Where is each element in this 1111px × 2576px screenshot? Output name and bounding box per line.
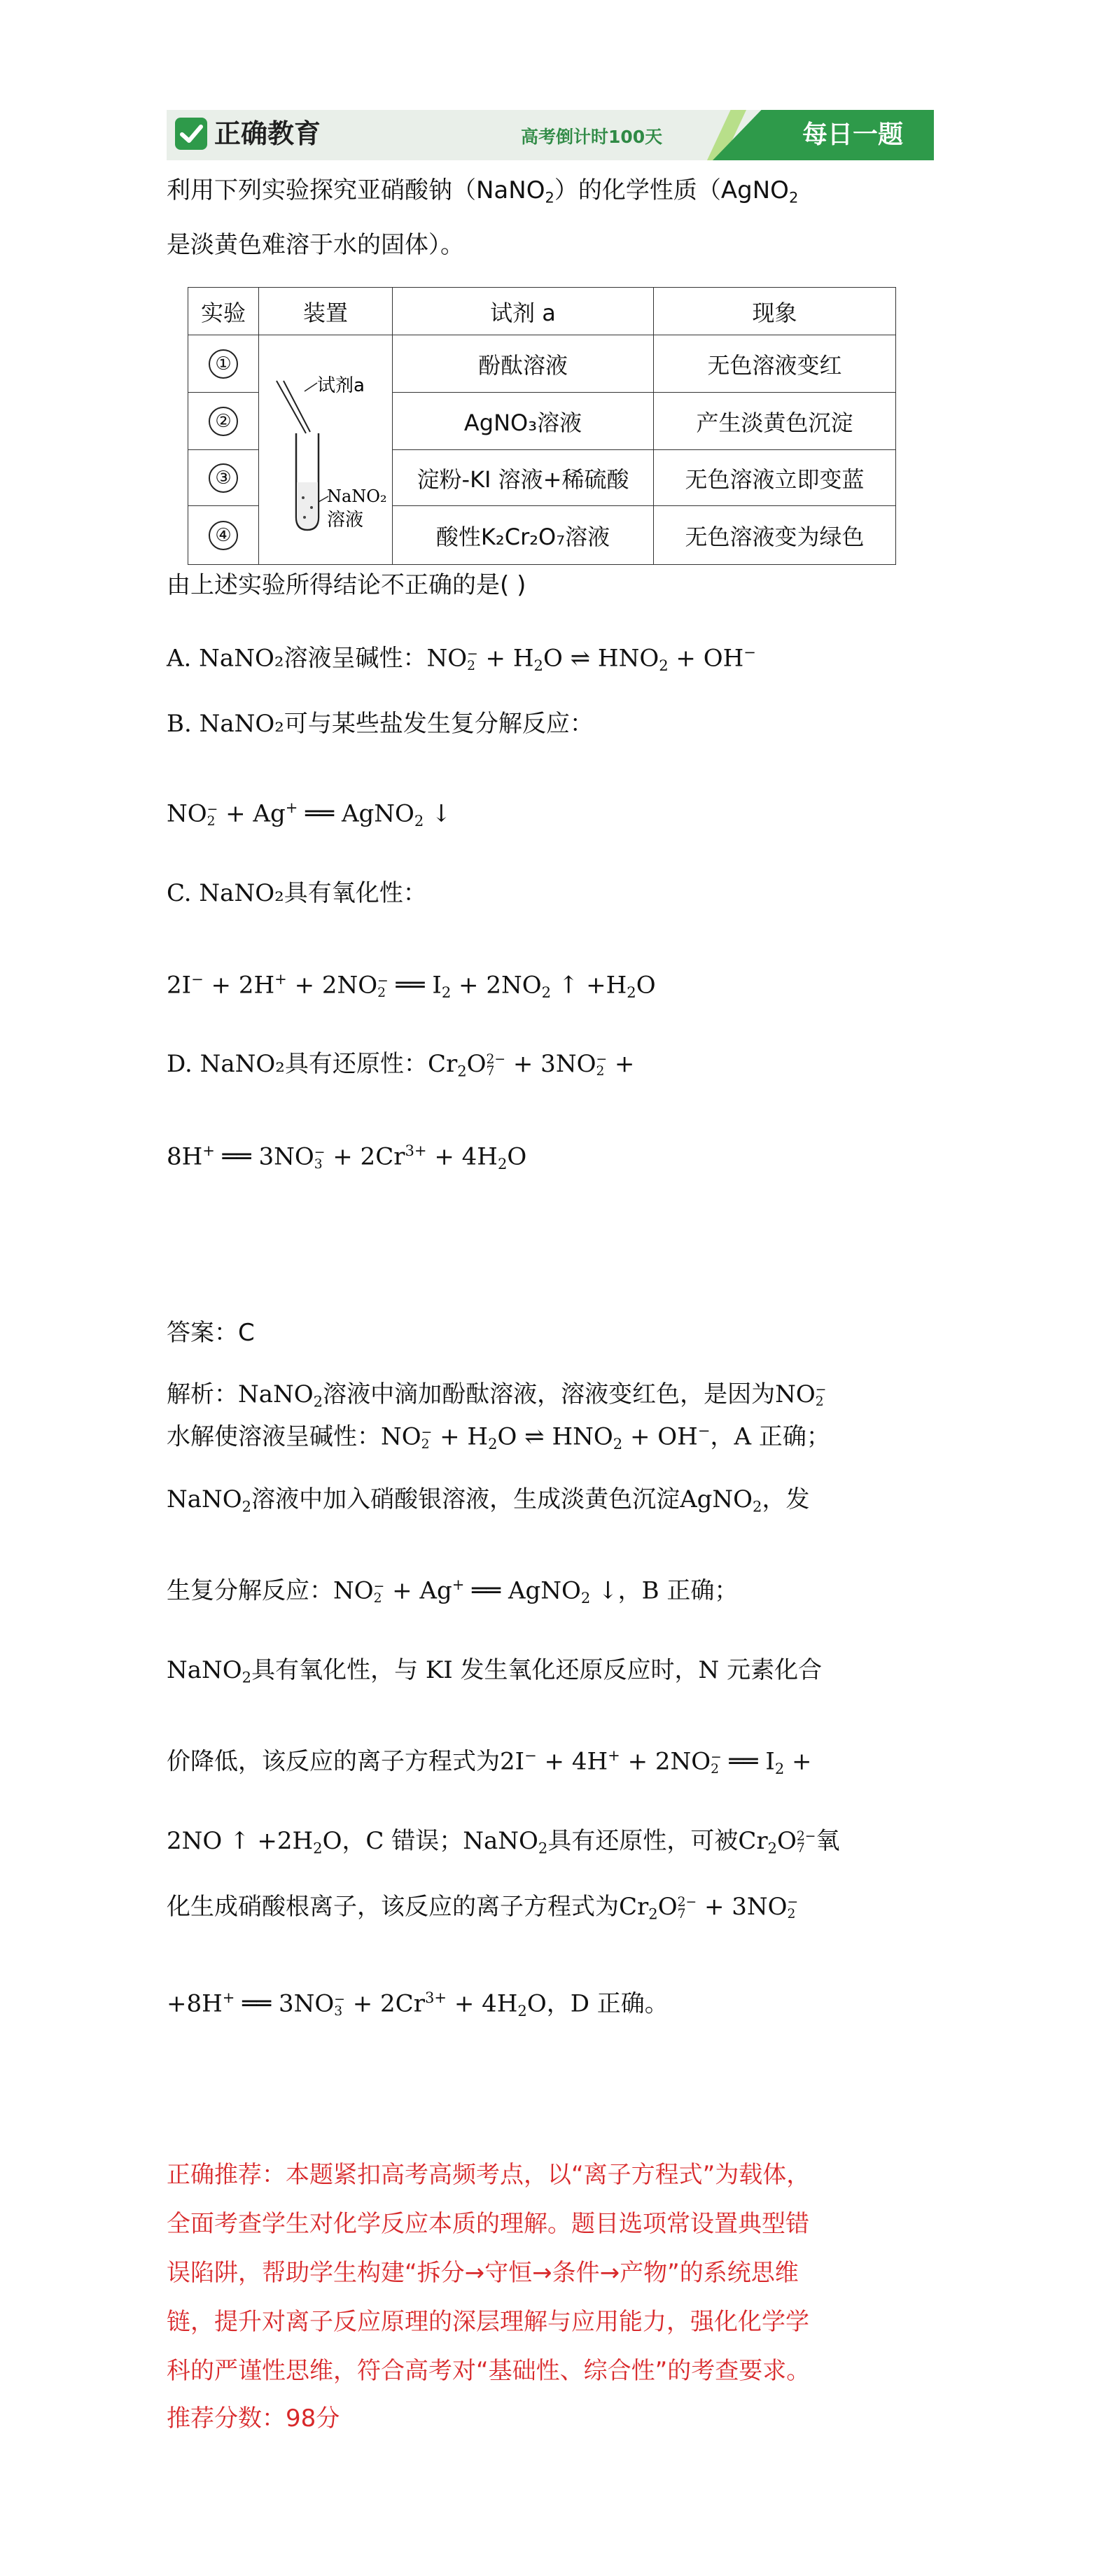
- table-header: 现象: [654, 288, 896, 335]
- recommend-line3: 误陷阱，帮助学生构建“拆分→守恒→条件→产物”的系统思维: [167, 2259, 799, 2287]
- option-a: A. NaNO₂溶液呈碱性：NO − 2 + $H_2O$ ⇌ $HNO_2 + OH^-$: [167, 643, 756, 674]
- analysis-line4: 生复分解反应：NO − 2 + Ag+ ══ AgNO$_2$ ↓，B 正确；: [167, 1576, 739, 1606]
- table-cell-reagent: 酚酞溶液: [393, 335, 654, 393]
- table-cell-num: ①: [188, 335, 259, 393]
- experiment-table: [188, 287, 896, 565]
- recommend-score: 推荐分数：98分: [167, 2404, 340, 2432]
- analysis-line2: 水解使溶液呈碱性：NO − 2 + $H_2O$ ⇌ $HNO_2 + OH^-$，A 正确；: [167, 1422, 830, 1452]
- answer-label: 答案：C: [167, 1319, 255, 1347]
- table-cell-phenomenon: 无色溶液立即变蓝: [654, 450, 896, 506]
- table-cell-reagent: 淀粉-KI 溶液+稀硫酸: [393, 450, 654, 506]
- check-logo-icon: [175, 118, 207, 150]
- table-cell-reagent: 酸性K₂Cr₂O₇溶液: [393, 506, 654, 565]
- table-cell-num: ④: [188, 506, 259, 565]
- option-d-equation: 8H+ ══ 3NO − 3 + $2Cr^{3+} + 4H_2O$: [167, 1142, 527, 1172]
- analysis-line3: NaNO$_2$溶液中加入硝酸银溶液，生成淡黄色沉淀AgNO$_2$，发: [167, 1485, 810, 1516]
- option-d: D. NaNO₂具有还原性：$Cr_2O$ 2− 7 + 3NO − 2 +: [167, 1050, 635, 1080]
- analysis-line8: 化生成硝酸根离子，该反应的离子方程式为$Cr_2O$ 2− 7 + 3NO − 2: [167, 1893, 799, 1923]
- recommend-line5: 科的严谨性思维，符合高考对“基础性、综合性”的考查要求。: [167, 2357, 811, 2385]
- table-cell-phenomenon: 无色溶液变为绿色: [654, 506, 896, 565]
- table-cell-phenomenon: 无色溶液变红: [654, 335, 896, 393]
- daily-question-badge: 每日一题: [802, 120, 903, 149]
- analysis-line9: +8H+ ══ 3NO − 3 + $2Cr^{3+} + 4H_2O$，D 正确。: [167, 1989, 669, 2019]
- question-intro-line2: 是淡黄色难溶于水的固体）。: [167, 231, 464, 259]
- option-b-equation: NO − 2 + Ag+ ══ AgNO$_2$ ↓: [167, 799, 452, 830]
- analysis-line1: 解析：NaNO$_2$溶液中滴加酚酞溶液，溶液变红色，是因为NO − 2: [167, 1380, 827, 1410]
- table-cell-reagent: AgNO₃溶液: [393, 393, 654, 450]
- table-header: 试剂 a: [393, 288, 654, 335]
- option-c-equation: 2I− + 2H+ + 2NO − 2 ══ $I_2 + 2NO_2$ ↑ $+H_2O$: [167, 970, 656, 1001]
- analysis-line5: NaNO$_2$具有氧化性，与 KI 发生氧化还原反应时，N 元素化合: [167, 1656, 823, 1686]
- analysis-line7: 2NO ↑ $+2H_2O$，C 错误；NaNO$_2$具有还原性，可被$Cr_2O$ 2− 7 氧: [167, 1827, 840, 1857]
- option-b: B. NaNO₂可与某些盐发生复分解反应：: [167, 710, 594, 738]
- apparatus-cell: [259, 335, 393, 565]
- table-header: 实验: [188, 288, 259, 335]
- table-cell-phenomenon: 产生淡黄色沉淀: [654, 393, 896, 450]
- recommend-line2: 全面考查学生对化学反应本质的理解。题目选项常设置典型错: [167, 2210, 809, 2238]
- question-prompt: 由上述实验所得结论不正确的是( ): [167, 571, 526, 599]
- apparatus-label-solution: NaNO₂: [327, 486, 387, 506]
- table-cell-num: ②: [188, 393, 259, 450]
- recommend-line1: 正确推荐：本题紧扣高考高频考点，以“离子方程式”为载体，: [167, 2161, 811, 2189]
- apparatus-label-solution2: 溶液: [327, 509, 364, 531]
- analysis-line6: 价降低，该反应的离子方程式为2I− + 4H+ + 2NO − 2 ══ $I_2$ +: [167, 1746, 812, 1777]
- table-header: 装置: [259, 288, 393, 335]
- apparatus-label-reagent: 试剂a: [317, 374, 365, 396]
- question-intro-line1: 利用下列实验探究亚硝酸钠（NaNO$_2$）的化学性质（AgNO$_2$: [167, 176, 799, 206]
- table-cell-num: ③: [188, 450, 259, 506]
- brand-name: 正确教育: [214, 118, 321, 149]
- recommend-line4: 链，提升对离子反应原理的深层理解与应用能力，强化化学学: [167, 2308, 809, 2336]
- test-tube-icon: [263, 342, 389, 552]
- option-c: C. NaNO₂具有氧化性：: [167, 879, 427, 907]
- countdown-label: 高考倒计时100天: [521, 127, 663, 147]
